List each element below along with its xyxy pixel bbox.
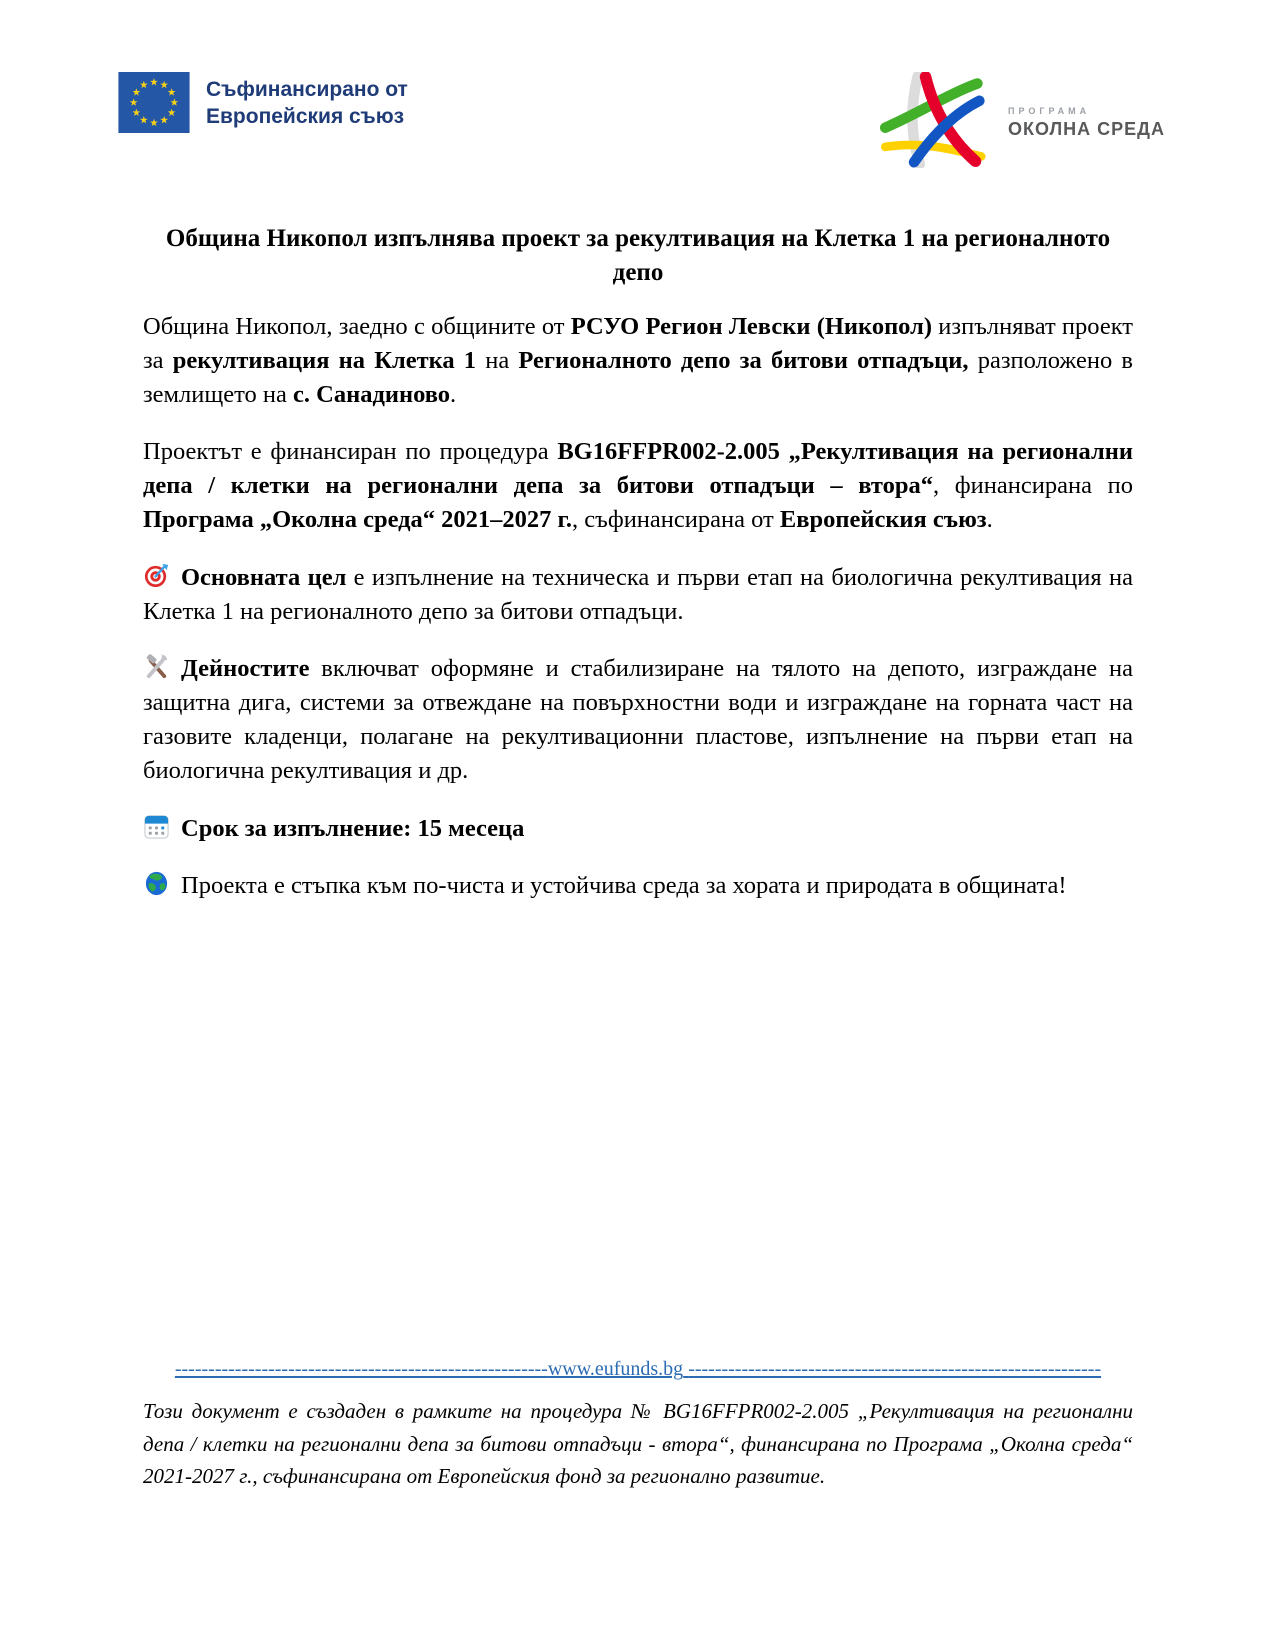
paragraph-financing: Проектът е финансиран по процедура BG16FFPR002-2.005 „Рекултивация на регионални депа / клетки на регионални депа за битови отпадъци – втора“, финансирана по Програма „Околна среда“ 2021–2027 г., съфинансирана от Европейския съюз. bbox=[143, 438, 1133, 533]
document-body bbox=[143, 222, 1133, 927]
calendar-icon bbox=[143, 813, 170, 840]
dashes-right: -------------------------------------------------------------- bbox=[688, 1358, 1102, 1380]
paragraph-intro: Община Никопол, заедно с общините от РСУО Регион Левски (Никопол) изпълняват проект за рекултивация на Клетка 1 на Регионалното депо за битови отпадъци, разположено в землището на с. Санадиново. bbox=[143, 313, 1133, 408]
environment-ribbons-icon bbox=[880, 72, 998, 168]
dashes-left: -------------------------------------------------------- bbox=[174, 1358, 548, 1380]
programme-small-label: ПРОГРАМА bbox=[1007, 106, 1091, 116]
globe-icon bbox=[143, 870, 170, 897]
eu-cofunded-logo bbox=[118, 72, 408, 133]
paragraph-closing: Проекта е стъпка към по-чиста и устойчива среда за хората и природата в общината! bbox=[143, 869, 1133, 903]
page-footer bbox=[143, 1358, 1133, 1493]
eu-flag-icon bbox=[118, 72, 190, 133]
eu-cofunded-line1: Съфинансирано от bbox=[206, 77, 408, 101]
paragraph-main-goal: Основната цел е изпълнение на техническа и първи етап на биологична рекултивация на Клетка 1 на регионалното депо за битови отпадъци. bbox=[143, 563, 1133, 625]
eufunds-link[interactable]: www.eufunds.bg bbox=[547, 1358, 684, 1380]
environment-programme-logo bbox=[880, 72, 1165, 168]
environment-logo-text bbox=[1008, 106, 1165, 140]
target-icon bbox=[143, 562, 170, 589]
page-title: Община Никопол изпълнява проект за рекултивация на Клетка 1 на регионалното депо bbox=[165, 225, 1111, 286]
paragraph-deadline: Срок за изпълнение: 15 месеца bbox=[143, 812, 1133, 846]
eu-cofunded-line2: Европейския съюз bbox=[206, 104, 405, 128]
programme-title: ОКОЛНА СРЕДА bbox=[1007, 119, 1165, 139]
page-header bbox=[118, 72, 1165, 167]
eufunds-link-line bbox=[143, 1358, 1133, 1381]
paragraph-activities: Дейностите включват оформяне и стабилизиране на тялото на депото, изграждане на защитна дига, системи за отвеждане на повърхностни води и изграждане на горната част на газовите кладенци, полагане на рекултивационни пластове, изпълнение на първи етап на биологична рекултивация и др. bbox=[143, 655, 1133, 784]
footer-disclaimer: Този документ е създаден в рамките на процедура № BG16FFPR002-2.005 „Рекултивация на регионални депа / клетки на регионални депа за битови отпадъци - втора“, финансирана по Програма „Околна среда“ 2021-2027 г., съфинансирана от Европейския фонд за регионално развитие. bbox=[143, 1399, 1133, 1489]
hammer-wrench-icon bbox=[143, 653, 170, 680]
eu-cofunded-label bbox=[206, 76, 408, 130]
